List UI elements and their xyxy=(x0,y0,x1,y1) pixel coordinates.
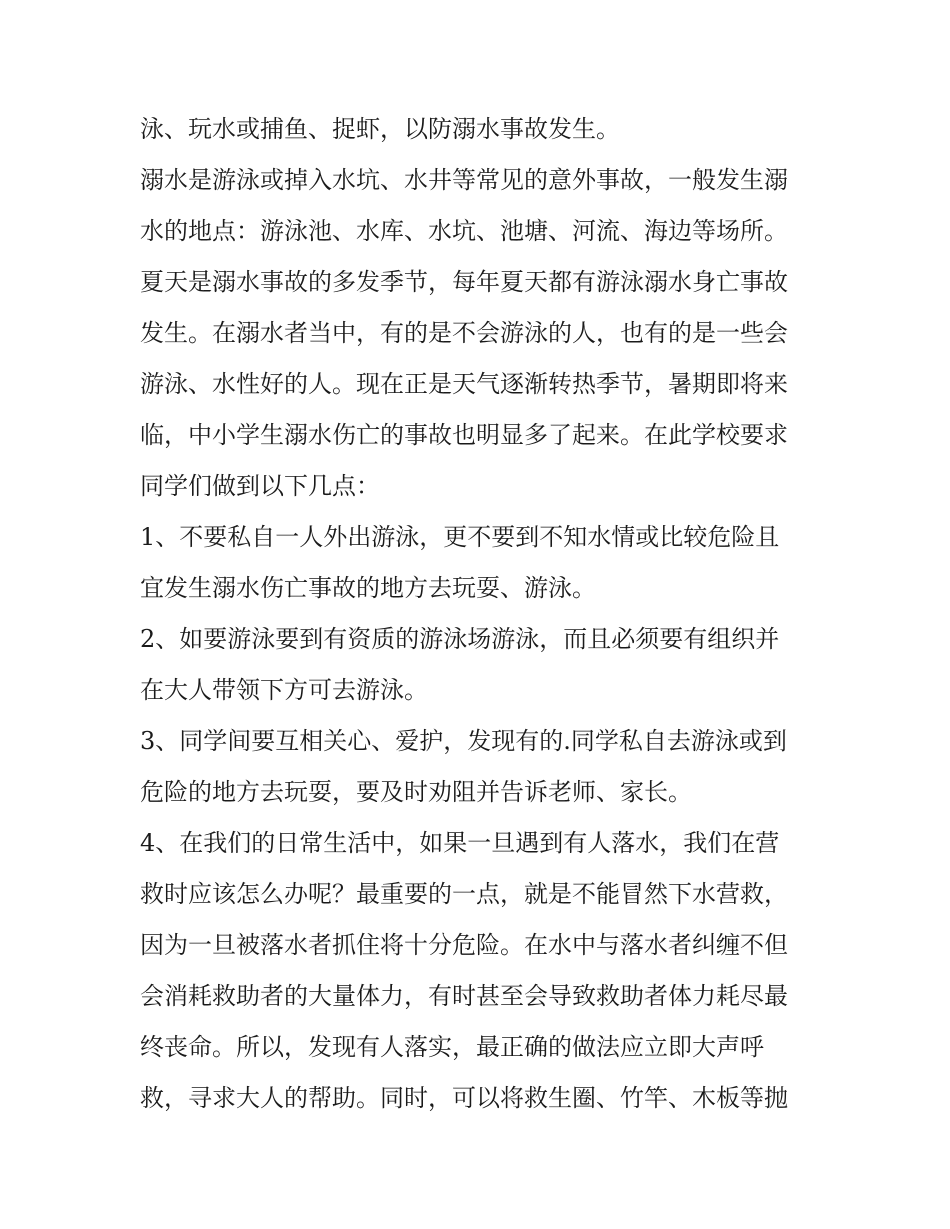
list-item-1-line-2: 宜发生溺水伤亡事故的地方去玩耍、游泳。 xyxy=(140,574,596,602)
list-item-4-line-5: 终丧命。所以，发现有人落实，最正确的做法应立即大声呼 xyxy=(140,1033,764,1061)
text-line-6: 游泳、水性好的人。现在正是天气逐渐转热季节，暑期即将来 xyxy=(140,370,788,398)
list-item-2-line-1: 2、如要游泳要到有资质的游泳场游泳，而且必须要有组织并 xyxy=(140,625,780,653)
list-item-4-line-6: 救，寻求大人的帮助。同时，可以将救生圈、竹竿、木板等抛 xyxy=(140,1084,788,1112)
text-line-3: 水的地点：游泳池、水库、水坑、池塘、河流、海边等场所。 xyxy=(140,217,788,245)
text-line-1: 泳、玩水或捕鱼、捉虾，以防溺水事故发生。 xyxy=(140,115,620,143)
list-item-4-line-1: 4、在我们的日常生活中，如果一旦遇到有人落水，我们在营 xyxy=(140,829,780,857)
text-line-5: 发生。在溺水者当中，有的是不会游泳的人，也有的是一些会 xyxy=(140,319,788,347)
list-item-4-line-4: 会消耗救助者的大量体力，有时甚至会导致救助者体力耗尽最 xyxy=(140,982,788,1010)
text-line-8: 同学们做到以下几点： xyxy=(140,472,380,500)
text-line-2: 溺水是游泳或掉入水坑、水井等常见的意外事故，一般发生溺 xyxy=(140,166,788,194)
list-item-1-line-1: 1、不要私自一人外出游泳，更不要到不知水情或比较危险且 xyxy=(140,523,780,551)
list-item-3-line-2: 危险的地方去玩耍，要及时劝阻并告诉老师、家长。 xyxy=(140,778,692,806)
list-item-3-line-1: 3、同学间要互相关心、爱护，发现有的.同学私自去游泳或到 xyxy=(140,727,787,755)
body-text xyxy=(140,104,820,1124)
list-item-4-line-2: 救时应该怎么办呢？最重要的一点，就是不能冒然下水营救， xyxy=(140,880,788,908)
list-item-4-line-3: 因为一旦被落水者抓住将十分危险。在水中与落水者纠缠不但 xyxy=(140,931,788,959)
list-item-2-line-2: 在大人带领下方可去游泳。 xyxy=(140,676,428,704)
text-line-4: 夏天是溺水事故的多发季节，每年夏天都有游泳溺水身亡事故 xyxy=(140,268,788,296)
text-line-7: 临，中小学生溺水伤亡的事故也明显多了起来。在此学校要求 xyxy=(140,421,788,449)
